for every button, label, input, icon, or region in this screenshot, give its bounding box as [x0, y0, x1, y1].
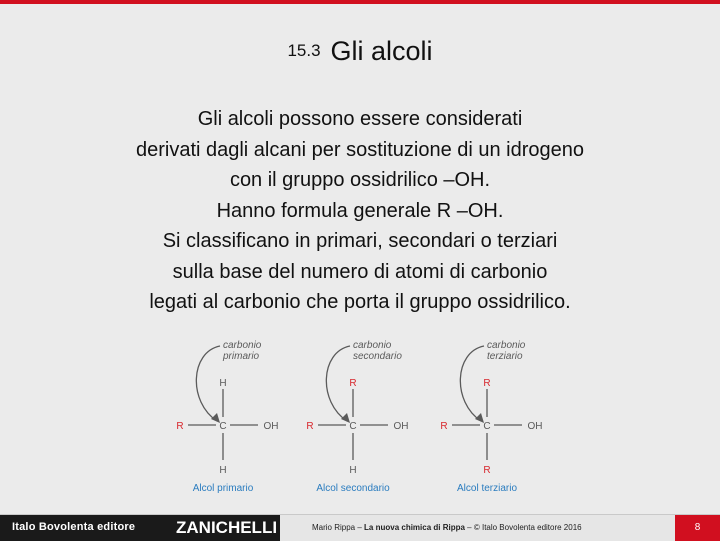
atom-left: R [306, 421, 314, 432]
alcohol-classification-figure [160, 332, 560, 502]
atom-right: OH [263, 421, 279, 432]
body-line-5: Si classificano in primari, secondari o terziari [162, 230, 558, 252]
body-line-4: Hanno formula generale R –OH. [216, 199, 504, 222]
atom-top: R [483, 378, 491, 389]
brand-logo: ZANICHELLI [176, 518, 278, 537]
body-line-2: derivati dagli alcani per sostituzione di un idrogeno [135, 138, 585, 161]
body-line-1-end: possono essere considerati [273, 108, 523, 130]
callout-arrow [196, 346, 220, 421]
atom-center: C [483, 421, 491, 432]
atom-bottom: H [219, 465, 227, 476]
atom-left: R [440, 421, 448, 432]
keyword-alcoli: alcoli [227, 108, 274, 130]
structure-caption: Alcol terziario [456, 483, 518, 494]
atom-bottom: R [483, 465, 491, 476]
credit-author: Mario Rippa – [312, 523, 365, 532]
callout-label: carbonio [487, 340, 526, 351]
callout-label: carbonio [223, 340, 262, 351]
callout-arrow [460, 346, 484, 421]
footer-credit [312, 523, 582, 532]
callout-arrow [326, 346, 350, 421]
body-line-7: legati al carbonio che porta il gruppo ossidrilico. [149, 291, 571, 313]
page-number: 8 [675, 515, 720, 541]
publisher-band [0, 515, 280, 541]
section-number: 15.3 [287, 41, 321, 60]
atom-bottom: H [349, 465, 357, 476]
atom-right: OH [393, 421, 409, 432]
title-text: Gli alcoli [330, 36, 433, 66]
body-text [40, 104, 680, 318]
atom-center: C [219, 421, 227, 432]
callout-label: terziario [487, 351, 523, 362]
credit-copyright: – © Italo Bovolenta editore 2016 [464, 523, 582, 532]
body-line-1-start: Gli [197, 108, 228, 130]
publisher-name: Italo Bovolenta editore [12, 521, 136, 533]
atom-center: C [349, 421, 357, 432]
structure-caption: Alcol secondario [316, 483, 390, 494]
callout-label: carbonio [353, 340, 392, 351]
credit-book: La nuova chimica di Rippa [364, 523, 465, 532]
body-line-3: con il gruppo ossidrilico –OH. [229, 169, 491, 191]
body-line-6: sulla base del numero di atomi di carbonio [172, 260, 548, 283]
atom-top: R [349, 378, 357, 389]
atom-top: H [219, 378, 227, 389]
atom-left: R [176, 421, 184, 432]
callout-label: primario [223, 351, 260, 362]
slide-title [0, 36, 720, 67]
structure-caption: Alcol primario [192, 483, 254, 494]
body-line-1 [40, 104, 680, 135]
atom-right: OH [527, 421, 543, 432]
callout-label: secondario [353, 351, 402, 362]
top-accent-bar [0, 0, 720, 4]
structures-svg [160, 332, 560, 502]
footer [0, 514, 720, 541]
